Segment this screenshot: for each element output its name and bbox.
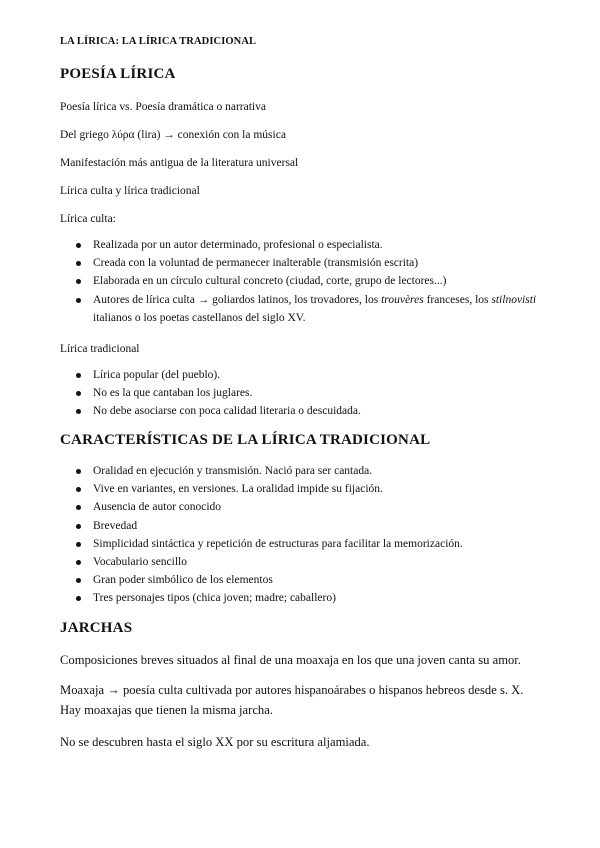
list-item (60, 254, 550, 272)
bullet-icon (76, 373, 81, 378)
bullet-icon (76, 578, 81, 583)
list-item (60, 517, 550, 535)
list-item-text: No debe asociarse con poca calidad literaria o descuidada. (93, 405, 361, 418)
list-item (60, 462, 550, 480)
section-heading-caracteristicas: CARACTERÍSTICAS DE LA LÍRICA TRADICIONAL (60, 432, 431, 448)
list-label-lirica-culta: Lírica culta: (60, 213, 116, 225)
bullet-icon (76, 505, 81, 510)
list-item-text: Vocabulario sencillo (93, 556, 187, 569)
paragraph: Del griego λύρα (lira) → conexión con la música (60, 129, 286, 141)
bullet-icon (76, 560, 81, 565)
list-item (60, 272, 550, 290)
list-label-lirica-tradicional: Lírica tradicional (60, 343, 140, 355)
bullet-icon (76, 542, 81, 547)
list-item (60, 384, 550, 402)
list-item-text: Realizada por un autor determinado, profesional o especialista. (93, 239, 383, 251)
running-title: LA LÍRICA: LA LÍRICA TRADICIONAL (60, 36, 257, 47)
list-item (60, 402, 550, 420)
list-item-text: Ausencia de autor conocido (93, 501, 222, 514)
paragraph: Composiciones breves situados al final de una moaxaja en los que una joven canta su amor. (60, 653, 521, 667)
section-heading-poesia-lirica: POESÍA LÍRICA (60, 66, 176, 82)
list-item (60, 480, 550, 498)
list-item (60, 498, 550, 516)
list-item (60, 535, 550, 553)
bullet-list-caracteristicas (60, 462, 550, 608)
list-item-text: No es la que cantaban los juglares. (93, 387, 253, 400)
list-item-text: Brevedad (93, 519, 138, 532)
section-heading-jarchas: JARCHAS (60, 620, 133, 636)
bullet-icon (76, 596, 81, 601)
paragraph: Manifestación más antigua de la literatura universal (60, 157, 299, 169)
list-item (60, 571, 550, 589)
list-item-text: Creada con la voluntad de permanecer inalterable (transmisión escrita) (93, 257, 419, 270)
italic-term-stilnovisti: stilnovisti (491, 293, 537, 306)
bullet-icon (76, 409, 81, 414)
bullet-icon (76, 391, 81, 396)
bullet-icon (76, 298, 81, 303)
list-item (60, 236, 550, 254)
list-item-text-part: Autores de lírica culta → goliardos latinos, los trovadores, los (93, 293, 382, 306)
list-item-text: Lírica popular (del pueblo). (93, 369, 221, 381)
list-item-text: Elaborada en un círculo cultural concreto (ciudad, corte, grupo de lectores...) (93, 275, 447, 288)
list-item-text-part: italianos o los poetas castellanos del siglo XV. (93, 311, 306, 324)
paragraph: Lírica culta y lírica tradicional (60, 185, 200, 197)
list-item (60, 291, 550, 327)
paragraph: Poesía lírica vs. Poesía dramática o narrativa (60, 101, 266, 113)
list-item-text-part: franceses, los (423, 293, 492, 306)
bullet-icon (76, 524, 81, 529)
bullet-icon (76, 487, 81, 492)
list-item-text: Oralidad en ejecución y transmisión. Nació para ser cantada. (93, 465, 373, 477)
bullet-list-lirica-tradicional (60, 366, 550, 421)
list-item (60, 366, 550, 384)
italic-term-trouveres: trouvères (381, 293, 424, 306)
bullet-icon (76, 243, 81, 248)
paragraph: Moaxaja → poesía culta cultivada por autores hispanoárabes o hispanos hebreos desde s. X. Hay moaxajas que tienen la misma jarcha. (60, 683, 524, 717)
list-item (60, 553, 550, 571)
bullet-icon (76, 279, 81, 284)
list-item-text: Tres personajes tipos (chica joven; madre; caballero) (93, 592, 336, 605)
list-item-text: Gran poder simbólico de los elementos (93, 574, 273, 587)
bullet-icon (76, 261, 81, 266)
bullet-list-lirica-culta (60, 236, 550, 327)
bullet-icon (76, 469, 81, 474)
list-item-text: Vive en variantes, en versiones. La oralidad impide su fijación. (93, 483, 383, 496)
paragraph: No se descubren hasta el siglo XX por su escritura aljamiada. (60, 735, 370, 749)
list-item (60, 589, 550, 607)
list-item-text: Simplicidad sintáctica y repetición de estructuras para facilitar la memorización. (93, 537, 463, 550)
